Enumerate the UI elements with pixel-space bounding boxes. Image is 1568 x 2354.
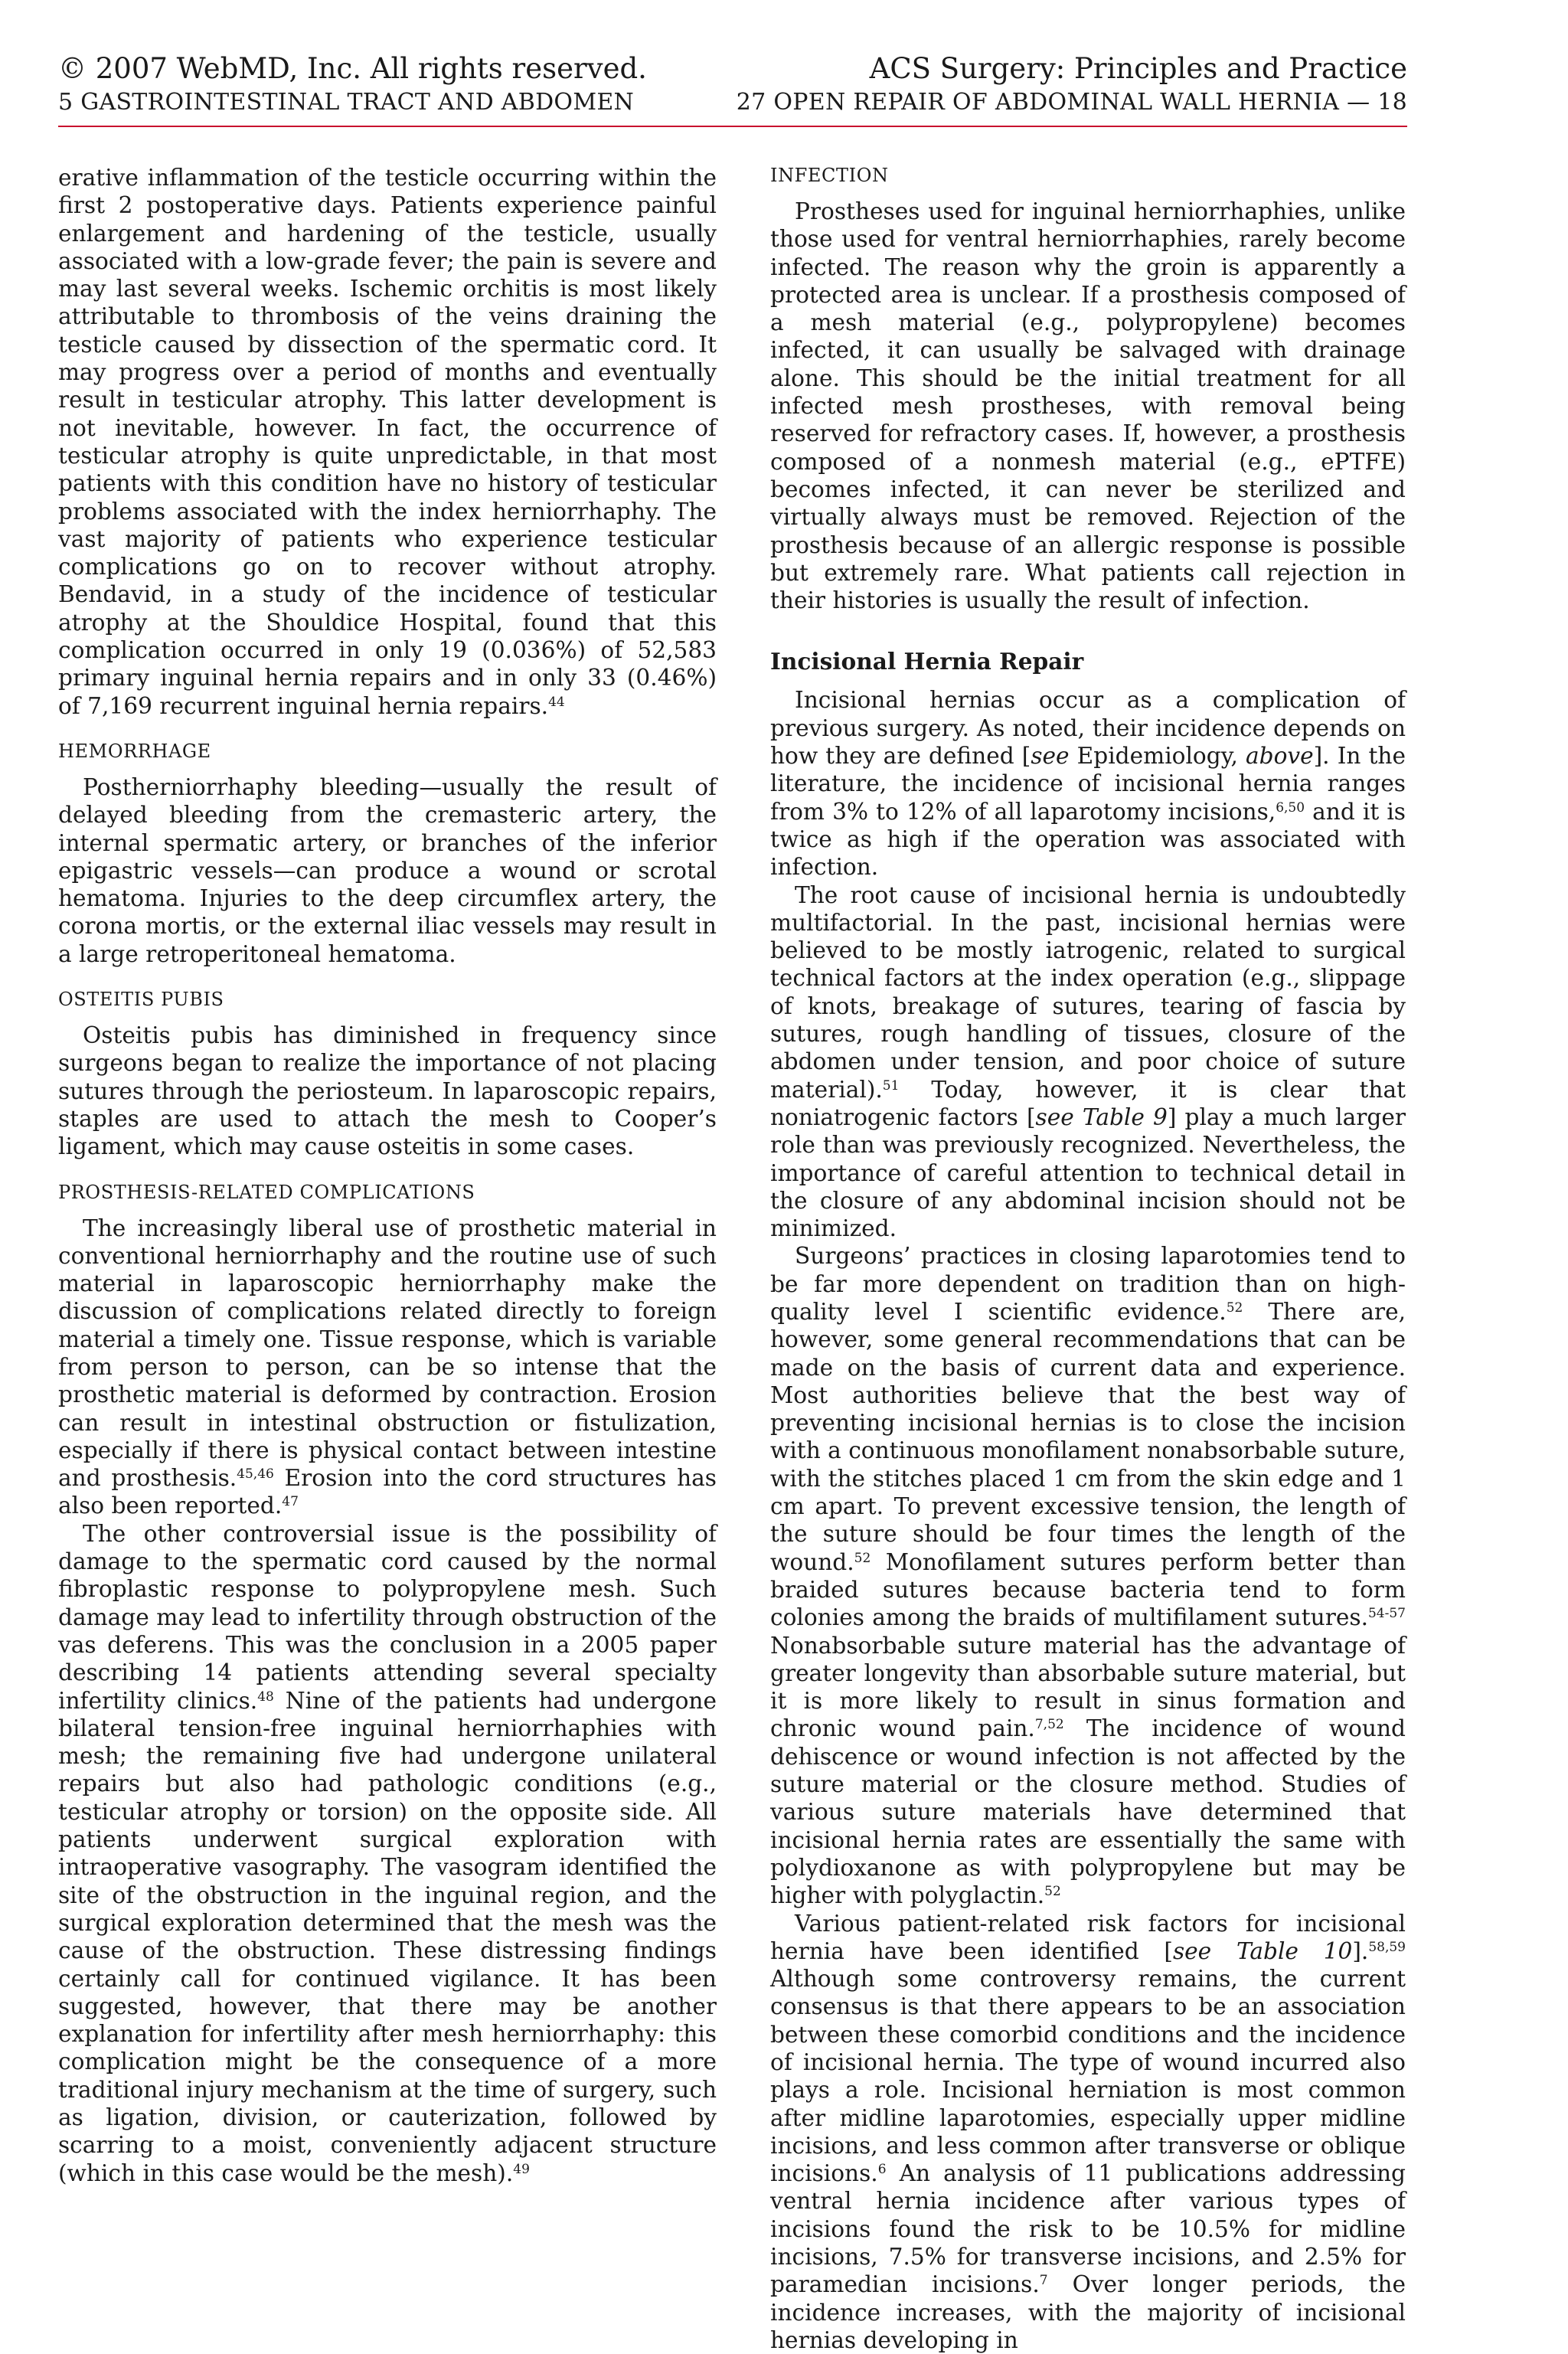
reference-mark: 48 — [257, 1689, 274, 1705]
reference-mark: 52 — [854, 1550, 871, 1566]
reference-mark: 44 — [548, 694, 565, 710]
reference-mark: 7,52 — [1034, 1717, 1064, 1733]
reference-mark: 54-57 — [1367, 1606, 1406, 1622]
subheading-infection: INFECTION — [770, 165, 889, 186]
reference-mark: 52 — [1226, 1300, 1243, 1316]
reference-mark: 51 — [882, 1077, 900, 1094]
book-title: ACS Surgery: Principles and Practice — [869, 52, 1407, 85]
subheading-osteitis-pubis: OSTEITIS PUBIS — [58, 989, 224, 1011]
header-rule — [58, 126, 1407, 127]
section-title: 5 GASTROINTESTINAL TRACT AND ABDOMEN — [58, 89, 635, 116]
subheading-prosthesis-complications: PROSTHESIS-RELATED COMPLICATIONS — [58, 1181, 475, 1203]
heading-incisional-hernia-repair: Incisional Hernia Repair — [770, 648, 1084, 675]
paragraph-incisional-2: The root cause of incisional hernia is undoubtedly multifactorial. In the past, incisional hernias were believed to be mostly iatrogenic, related to surgical technical factors at the index operation (e.g., slippage of knots, breakage of sutures, tearing of fascia by sutures, rough handling of tissues, closure of the abdomen under tension, and poor choice of suture material).$^{51}$ Today, however, it is clear that noniatrogenic factors [see Table 9] play a much larger role than was previously recognized. Nevertheless, the importance of careful attention to technical detail in the closure of any abdominal incision should not be minimized. — [770, 881, 1406, 1242]
reference-mark: 45,46 — [237, 1466, 274, 1483]
reference-mark: 6 — [877, 2162, 887, 2178]
paragraph-osteitis-pubis: Osteitis pubis has diminished in frequency since surgeons began to realize the importance of not placing sutures through the periosteum. In laparoscopic repairs, staples are used to attach the mesh to Cooper’s ligament, which may cause osteitis in some cases. — [58, 1022, 717, 1160]
paragraph-infection: Prostheses used for inguinal herniorrhaphies, unlike those used for ventral herniorrhaphies, rarely become infected. The reason why the groin is apparently a protected area is unclear. If a prosthesis composed of a mesh material (e.g., polypropylene) becomes infected, it can usually be salvaged with drainage alone. This should be the initial treatment for all infected mesh prostheses, with removal being reserved for refractory cases. If, however, a prosthesis composed of a nonmesh material (e.g., ePTFE) becomes infected, it can never be sterilized and virtually always must be removed. Rejection of the prosthesis because of an allergic response is possible but extremely rare. What patients call rejection in their histories is usually the result of infection. — [770, 198, 1406, 614]
reference-mark: 49 — [513, 2161, 530, 2177]
paragraph-hemorrhage: Postherniorrhaphy bleeding—usually the result of delayed bleeding from the cremasteric artery, the internal spermatic artery, or branches of the inferior epigastric vessels—can produce a wound or scrotal hematoma. Injuries to the deep circumflex artery, the corona mortis, or the external iliac vessels may result in a large retroperitoneal hematoma. — [58, 773, 717, 967]
paragraph-incisional-1: Incisional hernias occur as a complication of previous surgery. As noted, their incidence depends on how they are defined [see Epidemiology, above]. In the literature, the incidence of incisional hernia ranges from 3% to 12% of all laparotomy incisions,$^{6,50}$ and it is twice as high if the operation was associated with infection. — [770, 687, 1406, 881]
paragraph-incisional-4: Various patient-related risk factors for incisional hernia have been identified [see Table 10].$^{58,59}$ Although some controversy remains, the current consensus is that there appears to be an association between these comorbid conditions and the incidence of incisional hernia. The type of wound incurred also plays a role. Incisional herniation is most common after midline laparotomies, especially upper midline incisions, and less common after transverse or oblique incisions.$^6$ An analysis of 11 publications addressing ventral hernia incidence after various types of incisions found the risk to be 10.5% for midline incisions, 7.5% for transverse incisions, and 2.5% for paramedian incisions.$^7$ Over longer periods, the incidence increases, with the majority of incisional hernias developing in — [770, 1910, 1406, 2353]
paragraph-orchitis: erative inflammation of the testicle occurring within the first 2 postoperative days. Patients experience painful enlargement and hardening of the testicle, usually associated with a low-grade fever; the pain is severe and may last several weeks. Ischemic orchitis is most likely attributable to thrombosis of the veins draining the testicle caused by dissection of the spermatic cord. It may progress over a period of months and eventually result in testicular atrophy. This latter development is not inevitable, however. In fact, the occurrence of testicular atrophy is quite unpredictable, in that most patients with this condition have no history of testicular problems associated with the index herniorrhaphy. The vast majority of patients who experience testicular complications go on to recover without atrophy. Bendavid, in a study of the incidence of testicular atrophy at the Shouldice Hospital, found that this complication occurred in only 19 (0.036%) of 52,583 primary inguinal hernia repairs and in only 33 (0.46%) of 7,169 recurrent inguinal hernia repairs.$^{44}$ — [58, 165, 717, 719]
paragraph-prosthesis-2: The other controversial issue is the possibility of damage to the spermatic cord caused by the normal fibroplastic response to polypropylene mesh. Such damage may lead to infertility through obstruction of the vas deferens. This was the conclusion in a 2005 paper describing 14 patients attending several specialty infertility clinics.$^{48}$ Nine of the patients had undergone bilateral tension-free inguinal herniorrhaphies with mesh; the remaining five had undergone unilateral repairs but also had pathologic conditions (e.g., testicular atrophy or torsion) on the opposite side. All patients underwent surgical exploration with intraoperative vasography. The vasogram identified the site of the obstruction in the inguinal region, and the surgical exploration determined that the mesh was the cause of the obstruction. These distressing findings certainly call for continued vigilance. It has been suggested, however, that there may be another explanation for infertility after mesh herniorrhaphy: this complication might be the consequence of a more traditional injury mechanism at the time of surgery, such as ligation, division, or cauterization, followed by scarring to a moist, conveniently adjacent structure (which in this case would be the mesh).$^{49}$ — [58, 1520, 717, 2186]
reference-mark: 52 — [1044, 1884, 1061, 1900]
reference-mark: 47 — [282, 1494, 299, 1510]
paragraph-prosthesis-1: The increasingly liberal use of prosthetic material in conventional herniorrhaphy and the routine use of such material in laparoscopic herniorrhaphy make the discussion of complications related directly to foreign material a timely one. Tissue response, which is variable from person to person, can be so intense that the prosthetic material is deformed by contraction. Erosion can result in intestinal obstruction or fistulization, especially if there is physical contact between intestine and prosthesis.$^{45,46}$ Erosion into the cord structures has also been reported.$^{47}$ — [58, 1215, 717, 1519]
left-column — [58, 164, 717, 2187]
paragraph-incisional-3: Surgeons’ practices in closing laparotomies tend to be far more dependent on tradition than on high-quality level I scientific evidence.$^{52}$ There are, however, some general recommendations that can be made on the basis of current data and experience. Most authorities believe that the best way of preventing incisional hernias is to close the incision with a continuous monofilament nonabsorbable suture, with the stitches placed 1 cm from the skin edge and 1 cm apart. To prevent excessive tension, the length of the suture should be four times the length of the wound.$^{52}$ Monofilament sutures perform better than braided sutures because bacteria tend to form colonies among the braids of multifilament sutures.$^{54-57}$ Nonabsorbable suture material has the advantage of greater longevity than absorbable suture material, but it is more likely to result in sinus formation and chronic wound pain.$^{7,52}$ The incidence of wound dehiscence or wound infection is not affected by the suture material or the closure method. Studies of various suture materials have determined that incisional hernia rates are essentially the same with polydioxanone as with polypropylene but may be higher with polyglactin.$^{52}$ — [770, 1243, 1406, 1909]
reference-mark: 7 — [1039, 2273, 1048, 2289]
chapter-title: 27 OPEN REPAIR OF ABDOMINAL WALL HERNIA — 18 — [736, 89, 1407, 116]
right-column — [770, 164, 1406, 2354]
reference-mark: 58,59 — [1368, 1939, 1406, 1955]
running-header — [58, 46, 1407, 130]
copyright-line: © 2007 WebMD, Inc. All rights reserved. — [58, 52, 647, 85]
reference-mark: 6,50 — [1276, 799, 1305, 816]
subheading-hemorrhage: HEMORRHAGE — [58, 740, 211, 762]
